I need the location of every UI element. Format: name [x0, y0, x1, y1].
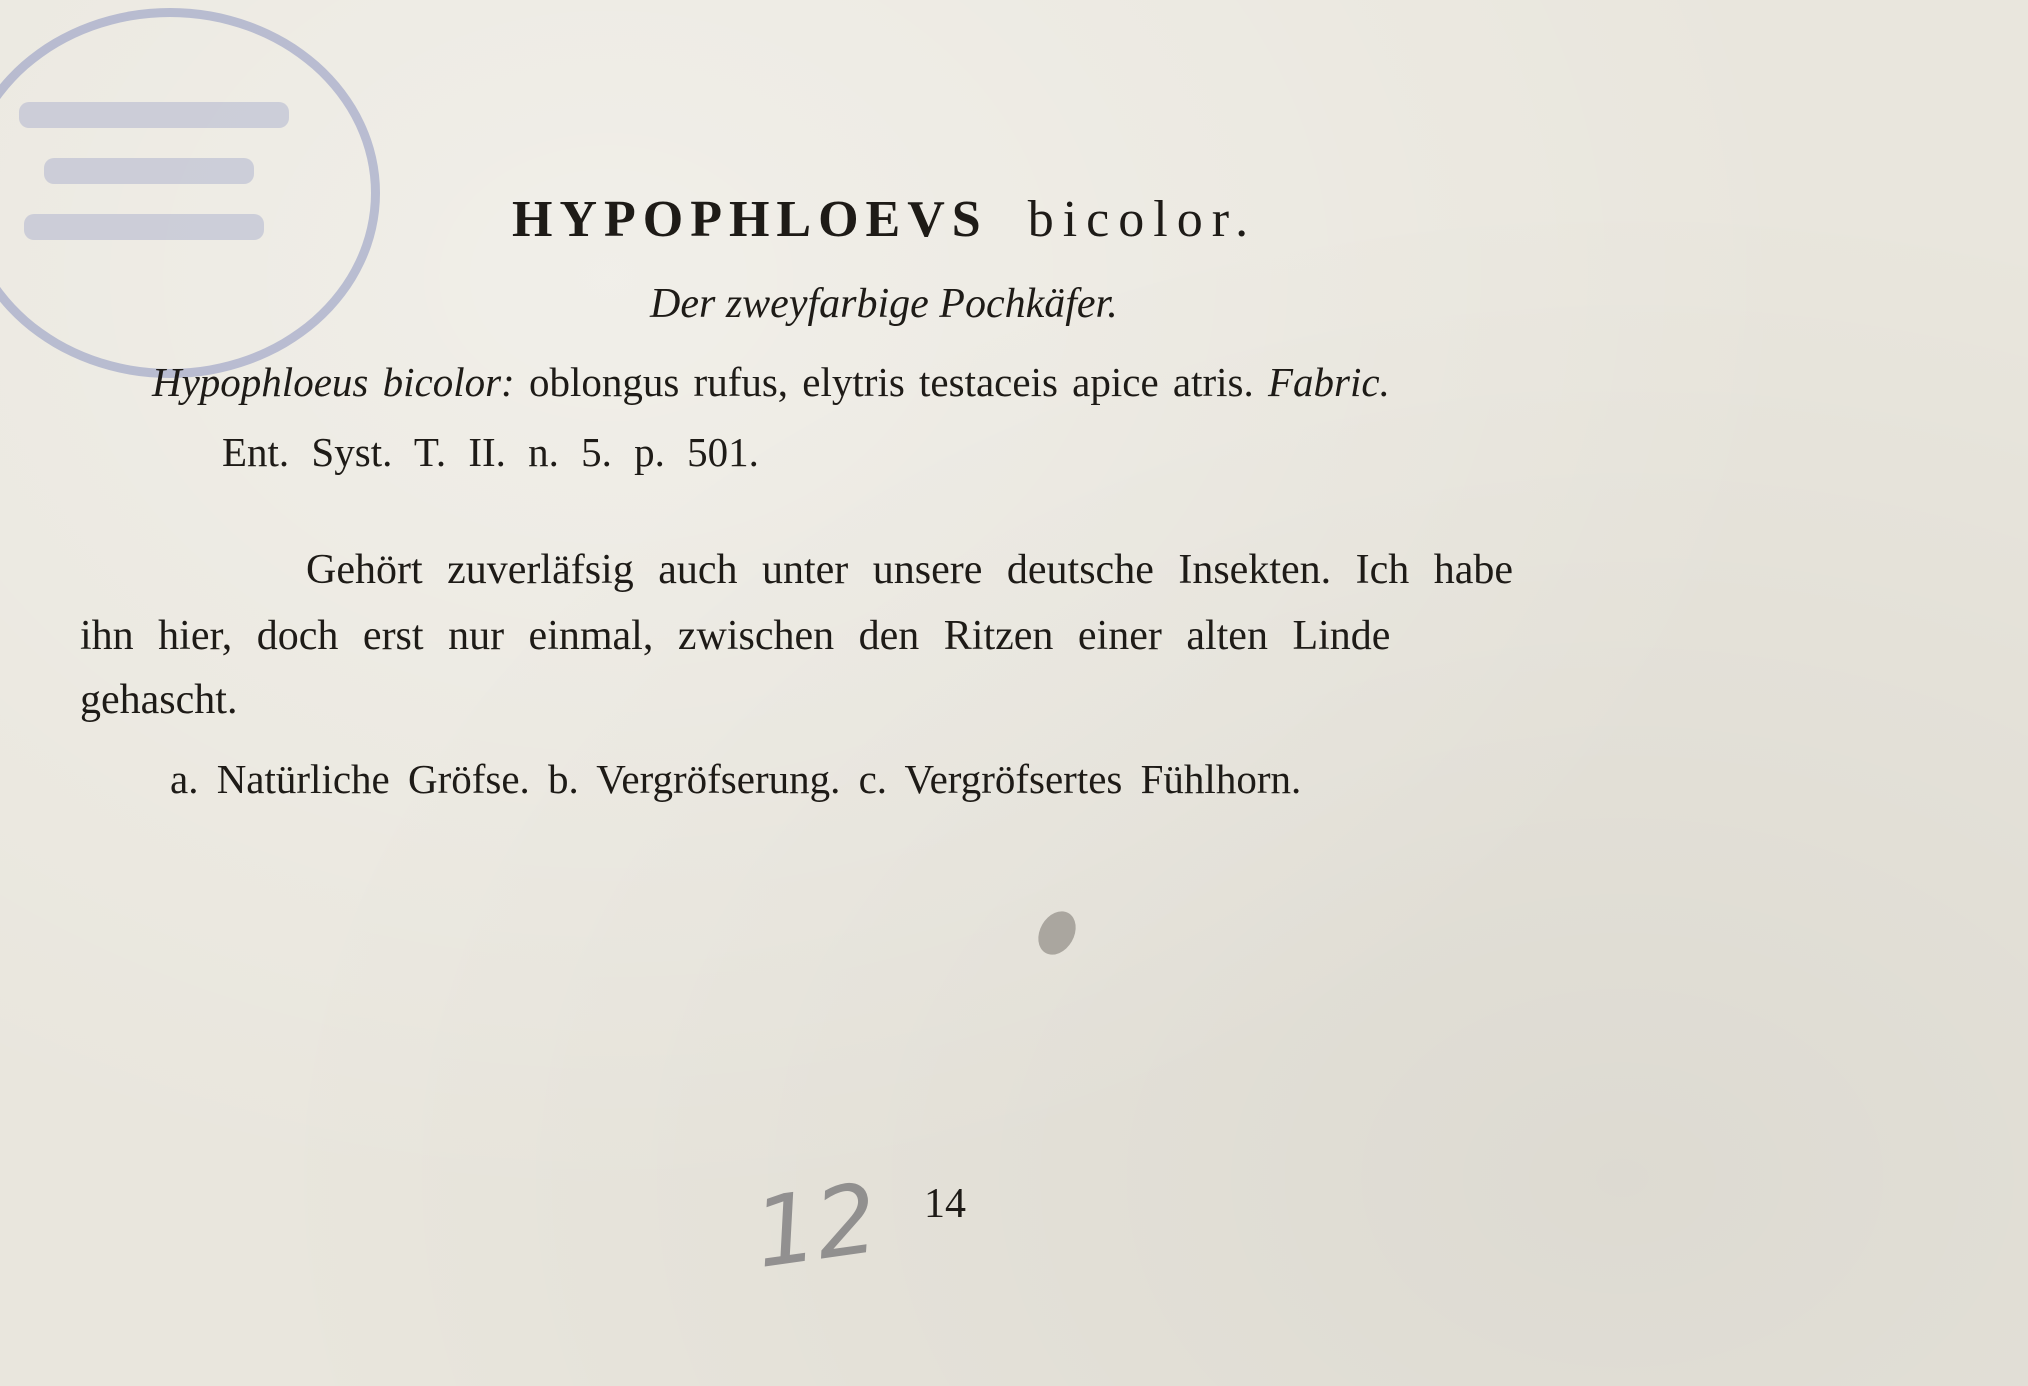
page-number: 14: [924, 1181, 966, 1227]
stamp-text-line: [44, 158, 254, 184]
paragraph-line: Gehört zuverläfsig auch unter unsere deutsche Insekten. Ich habe: [306, 547, 1514, 593]
paragraph-line: gehascht.: [80, 677, 238, 723]
diagnosis-reference: Ent. Syst. T. II. n. 5. p. 501.: [222, 429, 759, 475]
ink-smudge: [1031, 905, 1083, 962]
species-epithet: bicolor.: [1027, 191, 1258, 248]
diagnosis-taxon: Hypophloeus bicolor:: [152, 359, 515, 405]
paragraph-line: ihn hier, doch erst nur einmal, zwischen den Ritzen einer alten Linde: [80, 613, 1391, 659]
stamp-text-line: [19, 102, 289, 128]
diagnosis-text: oblongus rufus, elytris testaceis apice atris.: [528, 359, 1254, 405]
diagnosis-line: [152, 358, 1390, 406]
stamp-text-line: [24, 214, 264, 240]
species-title: [512, 190, 1257, 249]
genus-name: HYPOPHLOEVS: [512, 191, 988, 248]
common-name: Der zweyfarbige Pochkäfer.: [650, 281, 1118, 327]
pencil-annotation: 12: [747, 1162, 885, 1290]
stamp-text-block: [19, 102, 289, 270]
diagnosis-author: Fabric.: [1268, 359, 1390, 405]
figure-legend: a. Natürliche Gröfse. b. Vergröfserung. c. Vergröfsertes Fühlhorn.: [170, 756, 1302, 802]
library-stamp: [0, 8, 380, 378]
